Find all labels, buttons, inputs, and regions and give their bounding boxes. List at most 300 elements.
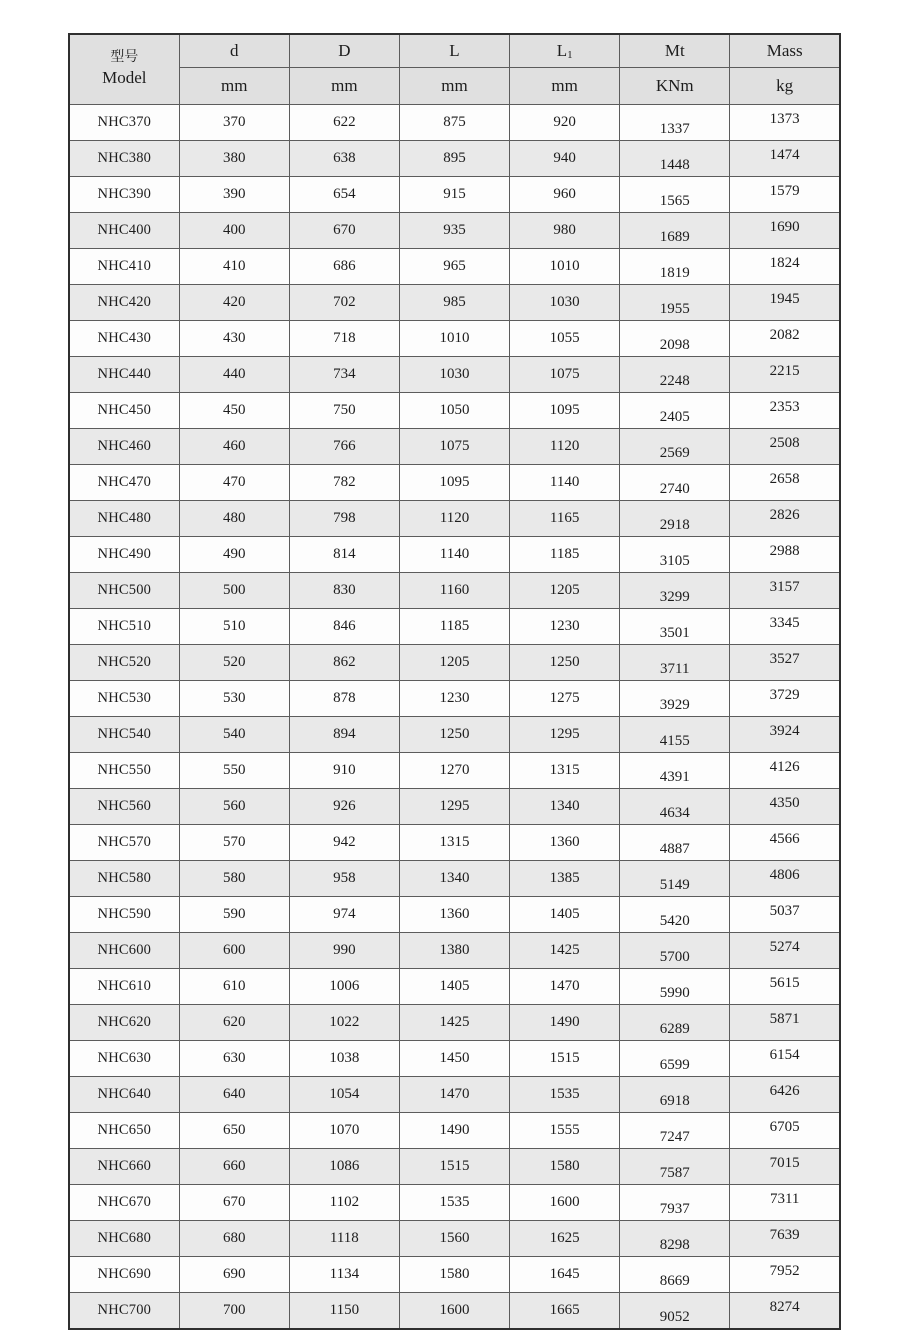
value-cell: 630	[179, 1041, 289, 1077]
table-row	[69, 105, 840, 141]
value-cell: 2098	[620, 321, 730, 357]
model-cell: NHC430	[69, 321, 179, 357]
value-cell: 1055	[510, 321, 620, 357]
value-cell: 1086	[289, 1149, 399, 1185]
value-cell: 1022	[289, 1005, 399, 1041]
value-cell: 1665	[510, 1293, 620, 1330]
model-cell: NHC660	[69, 1149, 179, 1185]
value-cell: 650	[179, 1113, 289, 1149]
value-cell: 550	[179, 753, 289, 789]
model-cell: NHC460	[69, 429, 179, 465]
value-cell	[730, 429, 840, 465]
model-cell: NHC520	[69, 645, 179, 681]
value-cell: 1295	[399, 789, 509, 825]
value-cell: 700	[179, 1293, 289, 1330]
model-cell: NHC640	[69, 1077, 179, 1113]
value-cell: 1470	[399, 1077, 509, 1113]
value-cell: 560	[179, 789, 289, 825]
table-row	[69, 681, 840, 717]
value-cell: 1600	[399, 1293, 509, 1330]
table-row	[69, 357, 840, 393]
value-cell: 686	[289, 249, 399, 285]
value-cell	[730, 645, 840, 681]
value-cell: 798	[289, 501, 399, 537]
value-cell: 490	[179, 537, 289, 573]
value-cell: 1470	[510, 969, 620, 1005]
table-row	[69, 321, 840, 357]
value-cell	[730, 465, 840, 501]
value-cell: 1425	[399, 1005, 509, 1041]
table-row	[69, 609, 840, 645]
value-cell: 1360	[399, 897, 509, 933]
value-cell: 1315	[399, 825, 509, 861]
value-cell: 1095	[510, 393, 620, 429]
value-cell: 2569	[620, 429, 730, 465]
model-cell: NHC480	[69, 501, 179, 537]
mass-value: 8274	[769, 1299, 800, 1315]
value-cell: 878	[289, 681, 399, 717]
mass-value: 7639	[769, 1227, 800, 1243]
value-cell: 1535	[510, 1077, 620, 1113]
value-cell: 410	[179, 249, 289, 285]
value-cell: 8669	[620, 1257, 730, 1293]
value-cell: 9052	[620, 1293, 730, 1330]
table-row	[69, 393, 840, 429]
value-cell: 965	[399, 249, 509, 285]
table-row	[69, 1221, 840, 1257]
model-cell: NHC420	[69, 285, 179, 321]
value-cell: 5149	[620, 861, 730, 897]
mass-value: 3729	[769, 687, 800, 703]
value-cell	[730, 609, 840, 645]
model-cell: NHC400	[69, 213, 179, 249]
value-cell	[730, 1077, 840, 1113]
table-row	[69, 213, 840, 249]
value-cell: 620	[179, 1005, 289, 1041]
mass-value: 1824	[769, 255, 800, 271]
value-cell: 2740	[620, 465, 730, 501]
value-cell: 1030	[510, 285, 620, 321]
value-cell: 1205	[399, 645, 509, 681]
value-cell: 1050	[399, 393, 509, 429]
value-cell: 1038	[289, 1041, 399, 1077]
mass-value: 2658	[769, 471, 800, 487]
model-cell: NHC690	[69, 1257, 179, 1293]
table-row	[69, 897, 840, 933]
table-row	[69, 825, 840, 861]
value-cell: 430	[179, 321, 289, 357]
value-cell: 718	[289, 321, 399, 357]
unit-header-D: mm	[289, 68, 399, 105]
column-header-Mass: Mass	[730, 34, 840, 68]
model-cell: NHC620	[69, 1005, 179, 1041]
value-cell: 638	[289, 141, 399, 177]
L1-subscript: 1	[567, 49, 573, 61]
value-cell: 420	[179, 285, 289, 321]
value-cell: 540	[179, 717, 289, 753]
model-cell: NHC590	[69, 897, 179, 933]
model-cell: NHC580	[69, 861, 179, 897]
value-cell: 570	[179, 825, 289, 861]
value-cell: 600	[179, 933, 289, 969]
value-cell: 610	[179, 969, 289, 1005]
value-cell: 5700	[620, 933, 730, 969]
mass-value: 2082	[769, 327, 800, 343]
table-row	[69, 141, 840, 177]
value-cell: 510	[179, 609, 289, 645]
model-cell: NHC530	[69, 681, 179, 717]
model-cell: NHC670	[69, 1185, 179, 1221]
value-cell: 750	[289, 393, 399, 429]
value-cell: 1689	[620, 213, 730, 249]
value-cell: 1030	[399, 357, 509, 393]
table-row	[69, 1041, 840, 1077]
mass-value: 1579	[769, 183, 800, 199]
value-cell	[730, 1149, 840, 1185]
value-cell: 1535	[399, 1185, 509, 1221]
table-body	[69, 105, 840, 1330]
value-cell: 5420	[620, 897, 730, 933]
value-cell: 654	[289, 177, 399, 213]
value-cell	[730, 285, 840, 321]
value-cell: 734	[289, 357, 399, 393]
table-row	[69, 249, 840, 285]
mass-value: 3345	[769, 615, 800, 631]
value-cell	[730, 537, 840, 573]
value-cell: 1134	[289, 1257, 399, 1293]
value-cell	[730, 933, 840, 969]
value-cell: 1070	[289, 1113, 399, 1149]
value-cell	[730, 1185, 840, 1221]
value-cell: 580	[179, 861, 289, 897]
value-cell	[730, 393, 840, 429]
table-row	[69, 1185, 840, 1221]
value-cell	[730, 213, 840, 249]
spec-table-container	[68, 33, 841, 1330]
value-cell: 390	[179, 177, 289, 213]
value-cell: 7247	[620, 1113, 730, 1149]
value-cell: 3105	[620, 537, 730, 573]
table-row	[69, 1005, 840, 1041]
value-cell: 470	[179, 465, 289, 501]
value-cell	[730, 1257, 840, 1293]
table-row	[69, 429, 840, 465]
value-cell	[730, 969, 840, 1005]
value-cell	[730, 357, 840, 393]
value-cell: 1250	[510, 645, 620, 681]
value-cell: 1095	[399, 465, 509, 501]
value-cell: 4634	[620, 789, 730, 825]
value-cell: 990	[289, 933, 399, 969]
model-cell: NHC490	[69, 537, 179, 573]
value-cell: 622	[289, 105, 399, 141]
value-cell: 1230	[510, 609, 620, 645]
value-cell: 4391	[620, 753, 730, 789]
value-cell: 1625	[510, 1221, 620, 1257]
value-cell: 1340	[510, 789, 620, 825]
value-cell	[730, 105, 840, 141]
mass-value: 7952	[769, 1263, 800, 1279]
model-cell: NHC370	[69, 105, 179, 141]
value-cell	[730, 1221, 840, 1257]
mass-value: 5615	[769, 975, 800, 991]
value-cell: 1150	[289, 1293, 399, 1330]
value-cell: 1385	[510, 861, 620, 897]
value-cell: 3711	[620, 645, 730, 681]
table-row	[69, 1257, 840, 1293]
header-row-labels	[69, 34, 840, 68]
value-cell: 1010	[510, 249, 620, 285]
value-cell: 862	[289, 645, 399, 681]
value-cell	[730, 789, 840, 825]
mass-value: 3924	[769, 723, 800, 739]
value-cell: 1140	[399, 537, 509, 573]
model-cell: NHC650	[69, 1113, 179, 1149]
value-cell	[730, 1113, 840, 1149]
table-row	[69, 717, 840, 753]
table-row	[69, 933, 840, 969]
table-header	[69, 34, 840, 105]
value-cell: 1580	[510, 1149, 620, 1185]
column-header-model	[69, 34, 179, 105]
value-cell: 1448	[620, 141, 730, 177]
table-row	[69, 501, 840, 537]
mass-value: 1373	[769, 111, 800, 127]
value-cell: 2918	[620, 501, 730, 537]
mass-value: 7311	[769, 1191, 800, 1207]
model-cell: NHC500	[69, 573, 179, 609]
value-cell: 1450	[399, 1041, 509, 1077]
value-cell: 2405	[620, 393, 730, 429]
value-cell: 935	[399, 213, 509, 249]
value-cell	[730, 753, 840, 789]
value-cell: 1140	[510, 465, 620, 501]
mass-value: 7015	[769, 1155, 800, 1171]
value-cell: 1250	[399, 717, 509, 753]
value-cell: 958	[289, 861, 399, 897]
unit-header-d: mm	[179, 68, 289, 105]
value-cell: 1006	[289, 969, 399, 1005]
mass-value: 4566	[769, 831, 800, 847]
value-cell: 1118	[289, 1221, 399, 1257]
value-cell: 1075	[510, 357, 620, 393]
table-row	[69, 789, 840, 825]
value-cell	[730, 1041, 840, 1077]
value-cell	[730, 825, 840, 861]
value-cell: 766	[289, 429, 399, 465]
column-header-Mt: Mt	[620, 34, 730, 68]
value-cell: 380	[179, 141, 289, 177]
value-cell	[730, 573, 840, 609]
value-cell: 814	[289, 537, 399, 573]
table-row	[69, 573, 840, 609]
value-cell	[730, 681, 840, 717]
value-cell: 920	[510, 105, 620, 141]
value-cell: 8298	[620, 1221, 730, 1257]
mass-value: 4806	[769, 867, 800, 883]
mass-value: 5871	[769, 1011, 800, 1027]
mass-value: 6154	[769, 1047, 800, 1063]
table-row	[69, 1293, 840, 1330]
value-cell: 1955	[620, 285, 730, 321]
table-row	[69, 1113, 840, 1149]
table-row	[69, 969, 840, 1005]
value-cell: 1185	[510, 537, 620, 573]
unit-header-L: mm	[399, 68, 509, 105]
mass-value: 4350	[769, 795, 800, 811]
value-cell: 400	[179, 213, 289, 249]
value-cell: 1580	[399, 1257, 509, 1293]
unit-header-Mass: kg	[730, 68, 840, 105]
value-cell	[730, 177, 840, 213]
value-cell: 702	[289, 285, 399, 321]
value-cell: 1515	[399, 1149, 509, 1185]
value-cell: 690	[179, 1257, 289, 1293]
value-cell: 1102	[289, 1185, 399, 1221]
value-cell: 1337	[620, 105, 730, 141]
value-cell: 4887	[620, 825, 730, 861]
value-cell: 460	[179, 429, 289, 465]
value-cell: 3929	[620, 681, 730, 717]
value-cell: 1054	[289, 1077, 399, 1113]
value-cell: 3501	[620, 609, 730, 645]
value-cell: 590	[179, 897, 289, 933]
value-cell: 1645	[510, 1257, 620, 1293]
value-cell: 1160	[399, 573, 509, 609]
value-cell: 1560	[399, 1221, 509, 1257]
value-cell: 2248	[620, 357, 730, 393]
value-cell: 440	[179, 357, 289, 393]
value-cell: 1405	[399, 969, 509, 1005]
mass-value: 1945	[769, 291, 800, 307]
mass-value: 3527	[769, 651, 800, 667]
model-header-en: Model	[102, 68, 147, 88]
model-cell: NHC550	[69, 753, 179, 789]
value-cell: 1315	[510, 753, 620, 789]
mass-value: 6705	[769, 1119, 800, 1135]
value-cell	[730, 861, 840, 897]
table-row	[69, 465, 840, 501]
value-cell: 6918	[620, 1077, 730, 1113]
value-cell: 1380	[399, 933, 509, 969]
value-cell: 894	[289, 717, 399, 753]
column-header-d: d	[179, 34, 289, 68]
value-cell: 782	[289, 465, 399, 501]
model-cell: NHC410	[69, 249, 179, 285]
value-cell: 4155	[620, 717, 730, 753]
value-cell: 1405	[510, 897, 620, 933]
value-cell: 1360	[510, 825, 620, 861]
table-row	[69, 861, 840, 897]
value-cell: 370	[179, 105, 289, 141]
mass-value: 2988	[769, 543, 800, 559]
value-cell: 7587	[620, 1149, 730, 1185]
value-cell: 915	[399, 177, 509, 213]
mass-value: 2826	[769, 507, 800, 523]
table-row	[69, 177, 840, 213]
product-spec-table	[68, 33, 841, 1330]
value-cell: 1230	[399, 681, 509, 717]
value-cell: 960	[510, 177, 620, 213]
model-cell: NHC680	[69, 1221, 179, 1257]
value-cell: 1425	[510, 933, 620, 969]
header-row-units	[69, 68, 840, 105]
value-cell	[730, 321, 840, 357]
value-cell: 895	[399, 141, 509, 177]
table-row	[69, 1149, 840, 1185]
value-cell: 942	[289, 825, 399, 861]
value-cell: 1075	[399, 429, 509, 465]
column-header-L1: $L_1$	[510, 34, 620, 68]
mass-value: 2353	[769, 399, 800, 415]
value-cell: 1270	[399, 753, 509, 789]
value-cell: 926	[289, 789, 399, 825]
value-cell: 530	[179, 681, 289, 717]
mass-value: 3157	[769, 579, 800, 595]
value-cell: 450	[179, 393, 289, 429]
table-row	[69, 537, 840, 573]
value-cell: 875	[399, 105, 509, 141]
value-cell: 7937	[620, 1185, 730, 1221]
value-cell	[730, 897, 840, 933]
value-cell: 1490	[399, 1113, 509, 1149]
value-cell: 6599	[620, 1041, 730, 1077]
model-header-zh: 型号	[110, 49, 139, 65]
value-cell	[730, 501, 840, 537]
value-cell: 1555	[510, 1113, 620, 1149]
mass-value: 6426	[769, 1083, 800, 1099]
value-cell: 980	[510, 213, 620, 249]
mass-value: 4126	[769, 759, 800, 775]
mass-value: 1474	[769, 147, 800, 163]
value-cell	[730, 1293, 840, 1330]
value-cell: 1295	[510, 717, 620, 753]
value-cell: 1120	[510, 429, 620, 465]
model-cell: NHC440	[69, 357, 179, 393]
value-cell: 1275	[510, 681, 620, 717]
value-cell: 520	[179, 645, 289, 681]
model-cell: NHC470	[69, 465, 179, 501]
table-row	[69, 645, 840, 681]
model-cell: NHC380	[69, 141, 179, 177]
value-cell: 830	[289, 573, 399, 609]
value-cell: 1565	[620, 177, 730, 213]
table-row	[69, 753, 840, 789]
unit-header-L1: mm	[510, 68, 620, 105]
model-cell: NHC560	[69, 789, 179, 825]
model-cell: NHC700	[69, 1293, 179, 1330]
model-cell: NHC610	[69, 969, 179, 1005]
value-cell: 6289	[620, 1005, 730, 1041]
value-cell: 910	[289, 753, 399, 789]
value-cell: 1340	[399, 861, 509, 897]
value-cell: 1120	[399, 501, 509, 537]
mass-value: 5037	[769, 903, 800, 919]
table-row	[69, 285, 840, 321]
mass-value: 2215	[769, 363, 800, 379]
value-cell	[730, 141, 840, 177]
model-cell: NHC630	[69, 1041, 179, 1077]
value-cell: 480	[179, 501, 289, 537]
model-cell: NHC510	[69, 609, 179, 645]
value-cell: 670	[289, 213, 399, 249]
value-cell: 670	[179, 1185, 289, 1221]
value-cell: 680	[179, 1221, 289, 1257]
column-header-D: D	[289, 34, 399, 68]
mass-value: 2508	[769, 435, 800, 451]
value-cell: 1205	[510, 573, 620, 609]
mass-value: 1690	[769, 219, 800, 235]
